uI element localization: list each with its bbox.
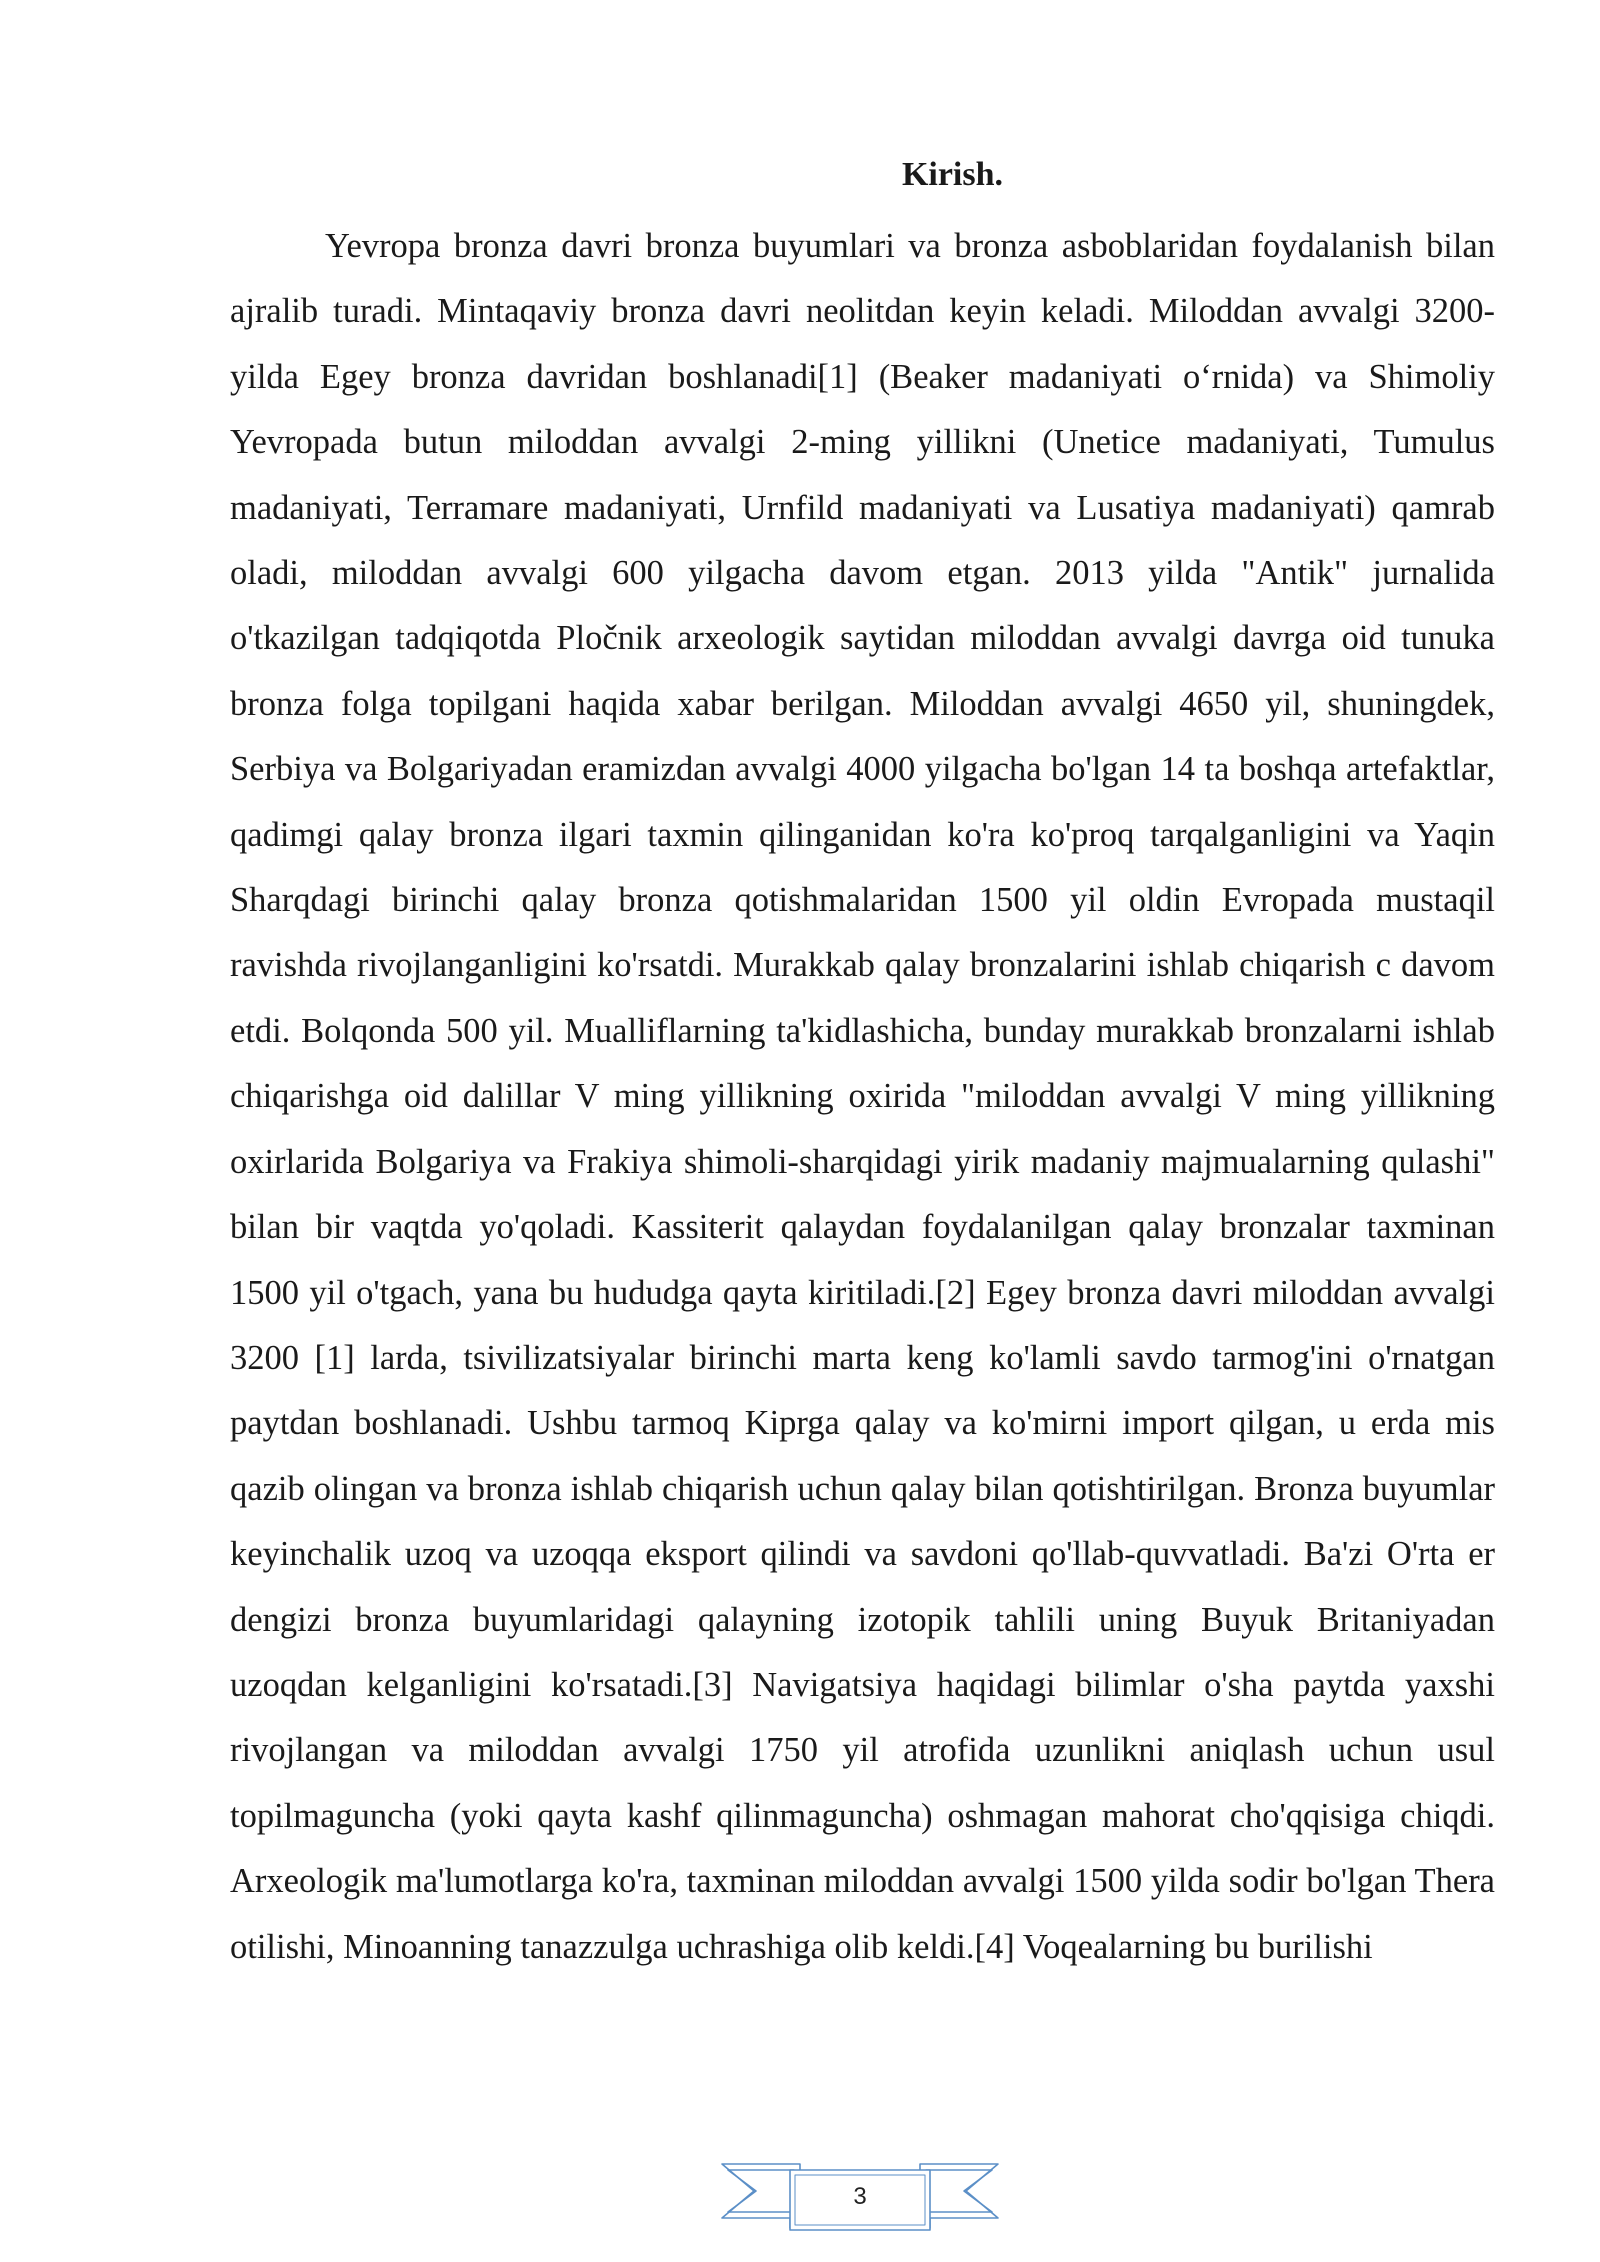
page-footer <box>720 2152 1000 2244</box>
page-number: 3 <box>853 2183 867 2210</box>
body-paragraph: Yevropa bronza davri bronza buyumlari va bronza asboblaridan foydalanish bilan ajralib turadi. Mintaqaviy bronza davri neolitdan keyin keladi. Miloddan avvalgi 3200-yilda Egey bronza davridan boshlanadi[1] (Beaker madaniyati oʻrnida) va Shimoliy Yevropada butun miloddan avvalgi 2-ming yillikni (Unetice madaniyati, Tumulus madaniyati, Terramare madaniyati, Urnfild madaniyati va Lusatiya madaniyati) qamrab oladi, miloddan avvalgi 600 yilgacha davom etgan. 2013 yilda "Antik" jurnalida o'tkazilgan tadqiqotda Pločnik arxeologik saytidan miloddan avvalgi davrga oid tunuka bronza folga topilgani haqida xabar berilgan. Miloddan avvalgi 4650 yil, shuningdek, Serbiya va Bolgariyadan eramizdan avvalgi 4000 yilgacha bo'lgan 14 ta boshqa artefaktlar, qadimgi qalay bronza ilgari taxmin qilinganidan ko'ra ko'proq tarqalganligini va Yaqin Sharqdagi birinchi qalay bronza qotishmalaridan 1500 yil oldin Evropada mustaqil ravishda rivojlanganligini ko'rsatdi. Murakkab qalay bronzalarini ishlab chiqarish c davom etdi. Bolqonda 500 yil. Mualliflarning ta'kidlashicha, bunday murakkab bronzalarni ishlab chiqarishga oid dalillar V ming yillikning oxirida "miloddan avvalgi V ming yillikning oxirlarida Bolgariya va Frakiya shimoli-sharqidagi yirik madaniy majmualarning qulashi" bilan bir vaqtda yo'qoladi. Kassiterit qalaydan foydalanilgan qalay bronzalar taxminan 1500 yil o'tgach, yana bu hududga qayta kiritiladi.[2] Egey bronza davri miloddan avvalgi 3200 [1] larda, tsivilizatsiyalar birinchi marta keng ko'lamli savdo tarmog'ini o'rnatgan paytdan boshlanadi. Ushbu tarmoq Kiprga qalay va ko'mirni import qilgan, u erda mis qazib olingan va bronza ishlab chiqarish uchun qalay bilan qotishtirilgan. Bronza buyumlar keyinchalik uzoq va uzoqqa eksport qilindi va savdoni qo'llab-quvvatladi. Ba'zi O'rta er dengizi bronza buyumlaridagi qalayning izotopik tahlili uning Buyuk Britaniyadan uzoqdan kelganligini ko'rsatadi.[3] Navigatsiya haqidagi bilimlar o'sha paytda yaxshi rivojlangan va miloddan avvalgi 1750 yil atrofida uzunlikni aniqlash uchun usul topilmaguncha (yoki qayta kashf qilinmaguncha) oshmagan mahorat cho'qqisiga chiqdi. Arxeologik ma'lumotlarga ko'ra, taxminan miloddan avvalgi 1500 yilda sodir bo'lgan Thera otilishi, Minoanning tanazzulga uchrashiga olib keldi.[4] Voqealarning bu burilishi <box>230 227 1495 1966</box>
page-heading: Kirish. <box>901 156 1004 193</box>
